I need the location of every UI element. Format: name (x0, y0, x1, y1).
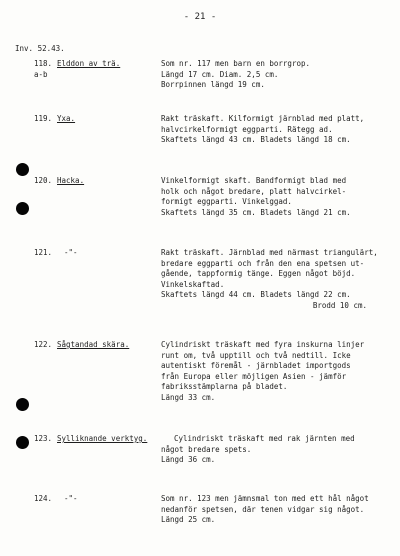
description-line: gående, tappformig tänge. Eggen något böjd. (161, 269, 356, 278)
punch-hole (16, 163, 29, 176)
entry-description (161, 340, 389, 403)
entry-number: 123. (34, 434, 53, 443)
entry-number: 119. (34, 114, 53, 123)
entry-title: Hacka. (57, 176, 85, 185)
entry-number: 120. (34, 176, 53, 185)
description-line: Skaftets längd 35 cm. Bladets längd 21 cm. (161, 207, 351, 217)
entry-title: Sågtandad skära. (57, 340, 130, 349)
description-line: Rakt träskaft. Järnblad med närmast triangulärt, (161, 248, 378, 257)
description-line: Längd 25 cm. (161, 515, 216, 524)
description-line: Brodd 10 cm. (312, 300, 367, 310)
entry-description (161, 114, 389, 146)
entry-description (161, 59, 389, 91)
entry-description (161, 176, 389, 218)
punch-hole (16, 398, 29, 411)
description-line: något bredare spets. (161, 444, 252, 454)
entry-number: 118. a-b (34, 59, 53, 79)
description-line: runt om, två upptill och två nedtill. Icke (161, 350, 351, 360)
entry-title: -"- (64, 248, 78, 257)
description-line: Skaftets längd 44 cm. Bladets längd 22 cm. (161, 290, 351, 299)
description-line: Skaftets längd 43 cm. Bladets längd 18 cm. (161, 135, 351, 144)
description-line: nedanför spetsen, där tenen vidgar sig något. (161, 504, 365, 514)
entry-title: Elddon av trä. (57, 59, 121, 68)
description-line: Cylindriskt träskaft med rak järnten med (174, 434, 355, 443)
description-line: bredare eggparti och från den ena spetsen ut- (161, 258, 365, 268)
entry-title: Yxa. (57, 114, 76, 123)
inventory-label: Inv. 52.43. (15, 44, 65, 53)
entry-description (161, 494, 389, 526)
entry-number: 122. (34, 340, 53, 349)
entry-title: Sylliknande verktyg. (57, 434, 148, 443)
punch-hole (16, 436, 29, 449)
description-line: Som nr. 117 men barn en borrgrop. (161, 59, 311, 68)
description-line: Cylindriskt träskaft med fyra inskurna linjer (161, 340, 365, 349)
punch-hole (16, 202, 29, 215)
description-line: holk och något bredare, platt halvcirkel- (161, 186, 347, 196)
page-number: - 21 - (183, 12, 217, 22)
description-line: formigt eggparti. Vinkelggad. (161, 197, 292, 206)
entry-description-continued (161, 445, 389, 466)
entry-description (161, 248, 389, 311)
entry-title: -"- (64, 494, 78, 503)
description-line: Vinkelformigt skaft. Bandformigt blad med (161, 176, 347, 185)
entry-number: 124. (34, 494, 53, 503)
entry-description (174, 434, 400, 445)
entry-number: 121. (34, 248, 53, 257)
description-line: Vinkelskaftad. (161, 279, 225, 289)
description-line: autentiskt föremål - järnbladet importgods (161, 361, 351, 370)
description-line: Borrpinnen längd 19 cm. (161, 80, 265, 89)
description-line: Som nr. 123 men jämnsmal ton med ett hål något (161, 494, 369, 503)
description-line: fabriksstämplarna på bladet. (161, 382, 288, 391)
description-line: Längd 36 cm. (161, 455, 216, 464)
description-line: Längd 17 cm. Diam. 2,5 cm. (161, 69, 279, 79)
description-line: Längd 33 cm. (161, 392, 216, 402)
description-line: Rakt träskaft. Kilformigt järnblad med platt, (161, 114, 365, 123)
description-line: halvcirkelformigt eggparti. Rätegg ad. (161, 124, 333, 134)
description-line: från Europa eller möjligen Asien - jämför (161, 371, 347, 381)
